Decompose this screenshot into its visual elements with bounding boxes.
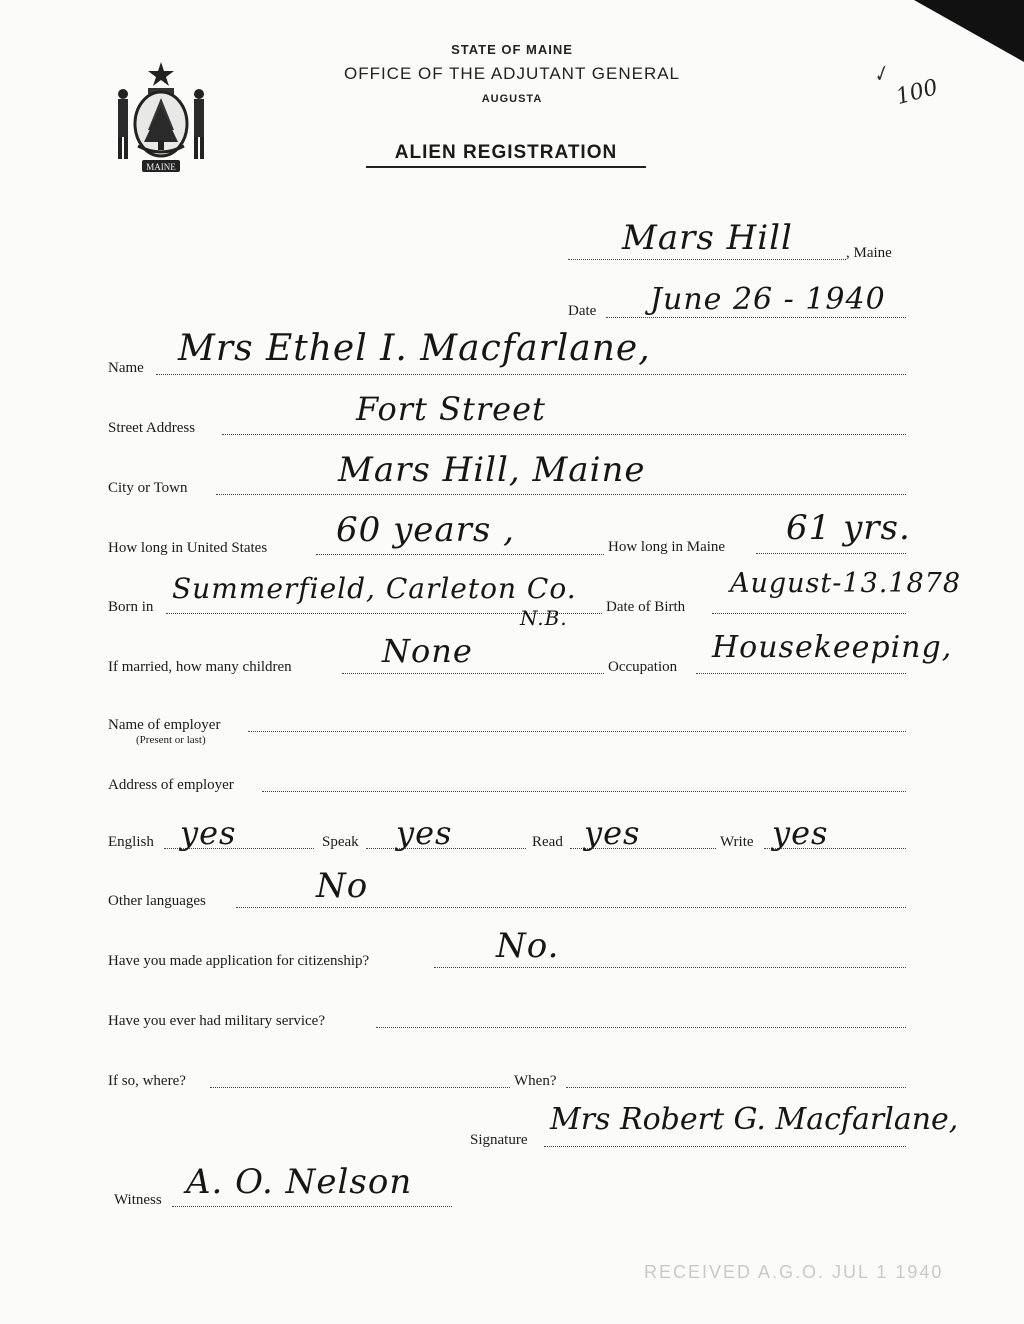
military-line <box>376 1027 906 1028</box>
town-value: Mars Hill <box>622 218 793 258</box>
english-label: English <box>108 834 154 850</box>
other-languages-line <box>236 907 906 908</box>
witness-line <box>172 1206 452 1207</box>
corner-check-mark: ✓ <box>867 59 894 89</box>
date-line <box>606 317 906 318</box>
header-office: OFFICE OF THE ADJUTANT GENERAL <box>343 64 681 83</box>
city-label: City or Town <box>108 480 188 496</box>
write-label: Write <box>720 834 754 850</box>
us-duration-value: 60 years , <box>336 510 515 550</box>
military-label: Have you ever had military service? <box>108 1013 325 1029</box>
citizenship-value: No. <box>496 926 560 966</box>
town-suffix: , Maine <box>846 245 892 261</box>
town-line <box>568 259 846 260</box>
employer-label: Name of employer <box>108 717 221 733</box>
speak-label: Speak <box>322 834 359 850</box>
name-label: Name <box>108 360 144 376</box>
born-province: N.B. <box>520 606 568 630</box>
when-label: When? <box>514 1073 557 1089</box>
signature-line <box>544 1146 906 1147</box>
citizenship-label: Have you made application for citizenship? <box>108 953 370 969</box>
dob-label: Date of Birth <box>606 599 686 615</box>
employer-address-label: Address of employer <box>108 777 234 793</box>
street-label: Street Address <box>108 420 196 436</box>
witness-value: A. O. Nelson <box>186 1162 413 1202</box>
write-value: yes <box>772 814 829 852</box>
me-duration-value: 61 yrs. <box>786 508 911 548</box>
children-value: None <box>382 632 473 670</box>
children-label: If married, how many children <box>108 659 292 675</box>
read-label: Read <box>532 834 563 850</box>
other-languages-label: Other languages <box>108 893 206 909</box>
occupation-label: Occupation <box>608 659 678 675</box>
city-line <box>216 494 906 495</box>
where-line <box>210 1087 510 1088</box>
me-duration-label: How long in Maine <box>608 539 726 555</box>
street-value: Fort Street <box>356 390 546 428</box>
us-duration-label: How long in United States <box>108 540 268 556</box>
english-value: yes <box>180 814 237 852</box>
witness-label: Witness <box>114 1192 162 1208</box>
corner-handwritten-note: 100 <box>893 74 941 111</box>
city-value: Mars Hill, Maine <box>338 450 646 490</box>
us-duration-line <box>316 554 604 555</box>
dob-value: August-13.1878 <box>730 568 962 599</box>
form-title: ALIEN REGISTRATION <box>366 142 646 168</box>
seal-text: MAINE <box>146 162 176 172</box>
signature-label: Signature <box>470 1132 528 1148</box>
citizenship-line <box>434 967 906 968</box>
date-label: Date <box>568 303 597 319</box>
occupation-line <box>696 673 906 674</box>
signature-value: Mrs Robert G. Macfarlane, <box>550 1102 959 1137</box>
employer-line <box>248 731 906 732</box>
me-duration-line <box>756 553 906 554</box>
name-line <box>156 374 906 375</box>
name-value: Mrs Ethel I. Macfarlane, <box>178 328 651 369</box>
when-line <box>566 1087 906 1088</box>
street-line <box>222 434 906 435</box>
born-value: Summerfield, Carleton Co. <box>172 572 577 605</box>
date-value: June 26 - 1940 <box>650 282 886 317</box>
read-value: yes <box>584 814 641 852</box>
born-label: Born in <box>108 599 154 615</box>
employer-address-line <box>262 791 906 792</box>
children-line <box>342 673 604 674</box>
other-languages-value: No <box>316 866 369 906</box>
where-label: If so, where? <box>108 1073 186 1089</box>
header-city: AUGUSTA <box>481 93 543 105</box>
received-stamp: RECEIVED A.G.O. JUL 1 1940 <box>644 1262 944 1282</box>
header-state: STATE OF MAINE <box>451 42 573 57</box>
dob-line <box>712 613 906 614</box>
speak-value: yes <box>396 814 453 852</box>
occupation-value: Housekeeping, <box>712 630 953 665</box>
employer-sublabel: (Present or last) <box>136 734 206 746</box>
